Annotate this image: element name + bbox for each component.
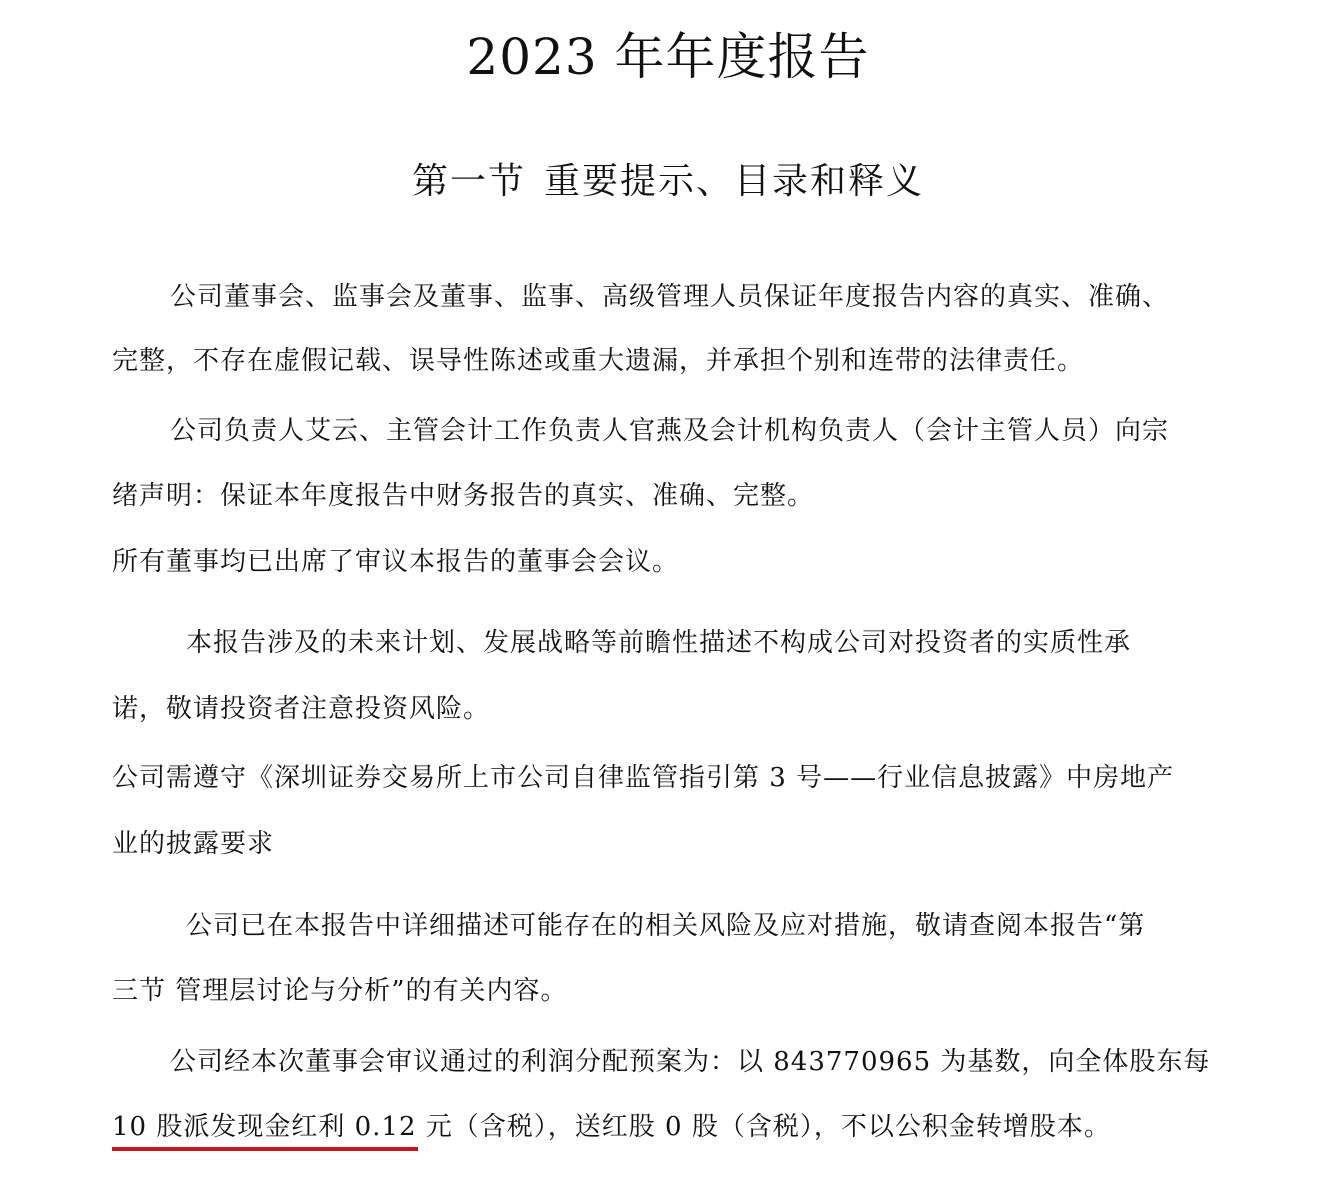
text-line: 本报告涉及的未来计划、发展战略等前瞻性描述不构成公司对投资者的实质性承: [186, 628, 1132, 658]
text-line: 公司需遵守《深圳证券交易所上市公司自律监管指引第 3 号——行业信息披露》中房地产: [112, 763, 1175, 793]
section-name: 重要提示、目录和释义: [544, 161, 925, 202]
text-line: 公司负责人艾云、主管会计工作负责人官燕及会计机构负责人（会计主管人员）向宗: [170, 416, 1170, 446]
text-line: 完整，不存在虚假记载、误导性陈述或重大遗漏，并承担个别和连带的法律责任。: [112, 346, 1085, 376]
dividend-highlight-underline: [112, 1147, 418, 1151]
text-line: 所有董事均已出席了审议本报告的董事会会议。: [112, 547, 680, 577]
section-heading: [0, 154, 1336, 210]
text-line: 绪声明：保证本年度报告中财务报告的真实、准确、完整。: [112, 481, 815, 511]
text-line: 公司经本次董事会审议通过的利润分配预案为：以 843770965 为基数，向全体股东每: [170, 1047, 1211, 1077]
text-line: 公司已在本报告中详细描述可能存在的相关风险及应对措施，敬请查阅本报告“第: [186, 911, 1146, 941]
text-line: 10 股派发现金红利 0.12 元（含税），送红股 0 股（含税），不以公积金转增股本。: [112, 1112, 1111, 1142]
text-line: 三节 管理层讨论与分析”的有关内容。: [112, 976, 568, 1006]
text-line: 诺，敬请投资者注意投资风险。: [112, 694, 491, 724]
report-title: 2023 年年度报告: [466, 28, 870, 86]
section-number: 第一节: [411, 161, 526, 202]
text-line: 业的披露要求: [112, 829, 275, 859]
text-line: 公司董事会、监事会及董事、监事、高级管理人员保证年度报告内容的真实、准确、: [170, 282, 1170, 312]
